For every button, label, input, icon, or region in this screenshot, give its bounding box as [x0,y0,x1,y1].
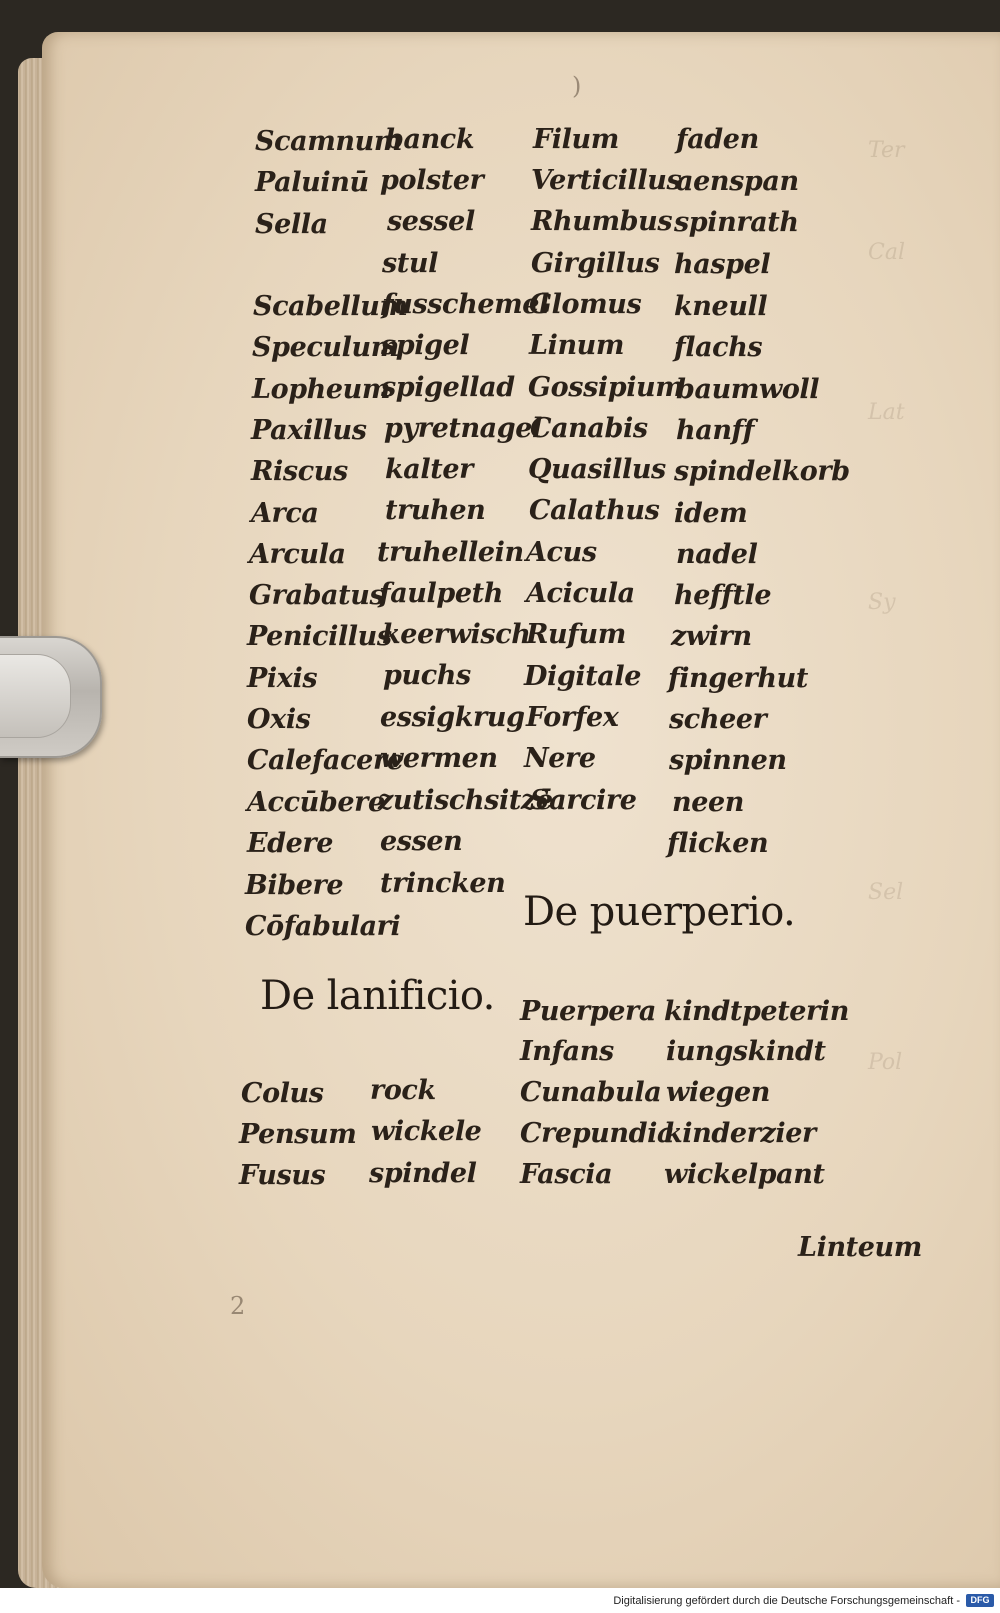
german-word: zwirn [671,621,752,652]
page-holder-clip-inner [0,654,71,738]
latin-word: Girgillus [531,248,660,279]
german-word: kneull [674,291,768,322]
latin-word: Sella [255,209,328,240]
book-page [42,32,1000,1588]
latin-word: Linum [529,330,625,361]
german-word: truhellein [377,537,524,568]
german-word: kinderzier [664,1118,816,1149]
german-word: essen [380,826,463,857]
latin-word: Penicillus [247,621,392,652]
latin-word: Calathus [529,495,660,526]
latin-word: Paxillus [251,415,367,446]
latin-word: Riscus [251,456,348,487]
latin-word: Acicula [526,578,635,609]
german-word: scheer [669,704,767,735]
latin-word: Lopheum [252,374,391,405]
german-word: hefftle [674,580,772,611]
german-word: polster [380,165,484,196]
latin-word: Fascia [520,1159,613,1190]
latin-word: Calefacere [247,745,404,776]
german-word: spinnen [669,745,787,776]
latin-word: Forfex [526,702,619,733]
german-word: idem [674,498,748,529]
german-word: haspel [674,249,771,280]
page-bottom-mark: 2 [230,1292,246,1320]
german-word: keerwisch [382,619,531,650]
german-word: flicken [667,828,769,859]
latin-word: Scamnum [255,126,403,157]
german-word: fingerhut [668,663,808,694]
german-word: flachs [674,332,763,363]
german-word: trincken [380,868,506,899]
footer-credit: Digitalisierung gefördert durch die Deutsche Forschungsgemeinschaft - [613,1595,960,1607]
latin-word: Speculum [252,332,399,363]
latin-word: Arcula [249,539,346,570]
latin-word: Glomus [529,289,642,320]
german-word: fusschemel [382,289,549,320]
bleed-through-text: Cal [868,240,905,265]
latin-word: Filum [533,124,619,155]
german-word: rock [370,1075,436,1106]
latin-word: Infans [520,1036,614,1067]
page-top-mark: ) [572,72,582,100]
german-word: baumwoll [676,374,820,405]
german-word: hanff [676,415,754,446]
latin-word: Digitale [524,661,642,692]
dfg-logo: DFG [966,1594,994,1607]
latin-word: Puerpera [520,996,656,1027]
german-word: faulpeth [379,578,503,609]
german-word: wickele [371,1116,482,1147]
section-heading-de-lanificio: De lanificio. [260,973,495,1019]
german-word: spindel [369,1158,477,1189]
latin-word: Nere [524,743,596,774]
latin-word: Arca [251,498,319,529]
latin-word: Acus [526,537,597,568]
bleed-through-text: Ter [868,138,905,163]
german-word: nadel [676,539,758,570]
latin-word: Gossipium [528,372,684,403]
bleed-through-text: Lat [868,400,905,425]
latin-word: Accūbere [247,787,385,818]
german-word: spindelkorb [674,456,850,487]
bleed-through-text: Sel [868,880,904,905]
german-word: kindtpeterin [664,996,849,1027]
latin-word: Cunabula [520,1077,662,1108]
latin-word: Scabellum [253,291,408,322]
german-word: wiegen [666,1077,770,1108]
german-word: banck [385,124,475,155]
bleed-through-text: Sy [868,590,896,615]
latin-word: Crepundia [520,1118,675,1149]
german-word: neen [672,787,745,818]
latin-word: Bibere [245,870,344,901]
bleed-through-text: Pol [868,1050,903,1075]
latin-word: Quasillus [528,454,666,485]
page-holder-clip [0,636,102,758]
german-word: zutischsitzē [378,785,553,816]
german-word: kalter [385,454,473,485]
latin-word: Pensum [239,1119,357,1150]
german-word: puchs [383,660,471,691]
german-word: spigellad [381,372,515,403]
latin-word: Pixis [247,663,318,694]
german-word: wickelpant [664,1159,825,1190]
latin-word: Edere [247,828,334,859]
german-word: iungskindt [666,1036,826,1067]
section-heading-de-puerperio: De puerperio. [523,889,796,935]
latin-word: Sarcire [530,785,637,816]
latin-word: Cōfabulari [245,911,401,942]
german-word: faden [676,124,759,155]
latin-word: Rhumbus [531,206,673,237]
german-word: spinrath [674,207,799,238]
german-word: aenspan [676,166,799,197]
german-word: truhen [385,495,486,526]
german-word: stul [382,248,438,279]
catchword: Linteum [798,1232,922,1263]
latin-word: Verticillus [531,165,682,196]
latin-word: Rufum [526,619,626,650]
latin-word: Grabatus [249,580,385,611]
footer-bar [0,1588,1000,1613]
german-word: pyretnagel [384,413,542,444]
latin-word: Canabis [530,413,648,444]
latin-word: Fusus [239,1160,326,1191]
latin-word: Colus [241,1078,324,1109]
german-word: wermen [380,743,498,774]
german-word: spigel [381,330,470,361]
latin-word: Paluinū [255,167,369,198]
german-word: sessel [387,206,475,237]
latin-word: Oxis [247,704,311,735]
german-word: essigkrug [380,702,525,733]
